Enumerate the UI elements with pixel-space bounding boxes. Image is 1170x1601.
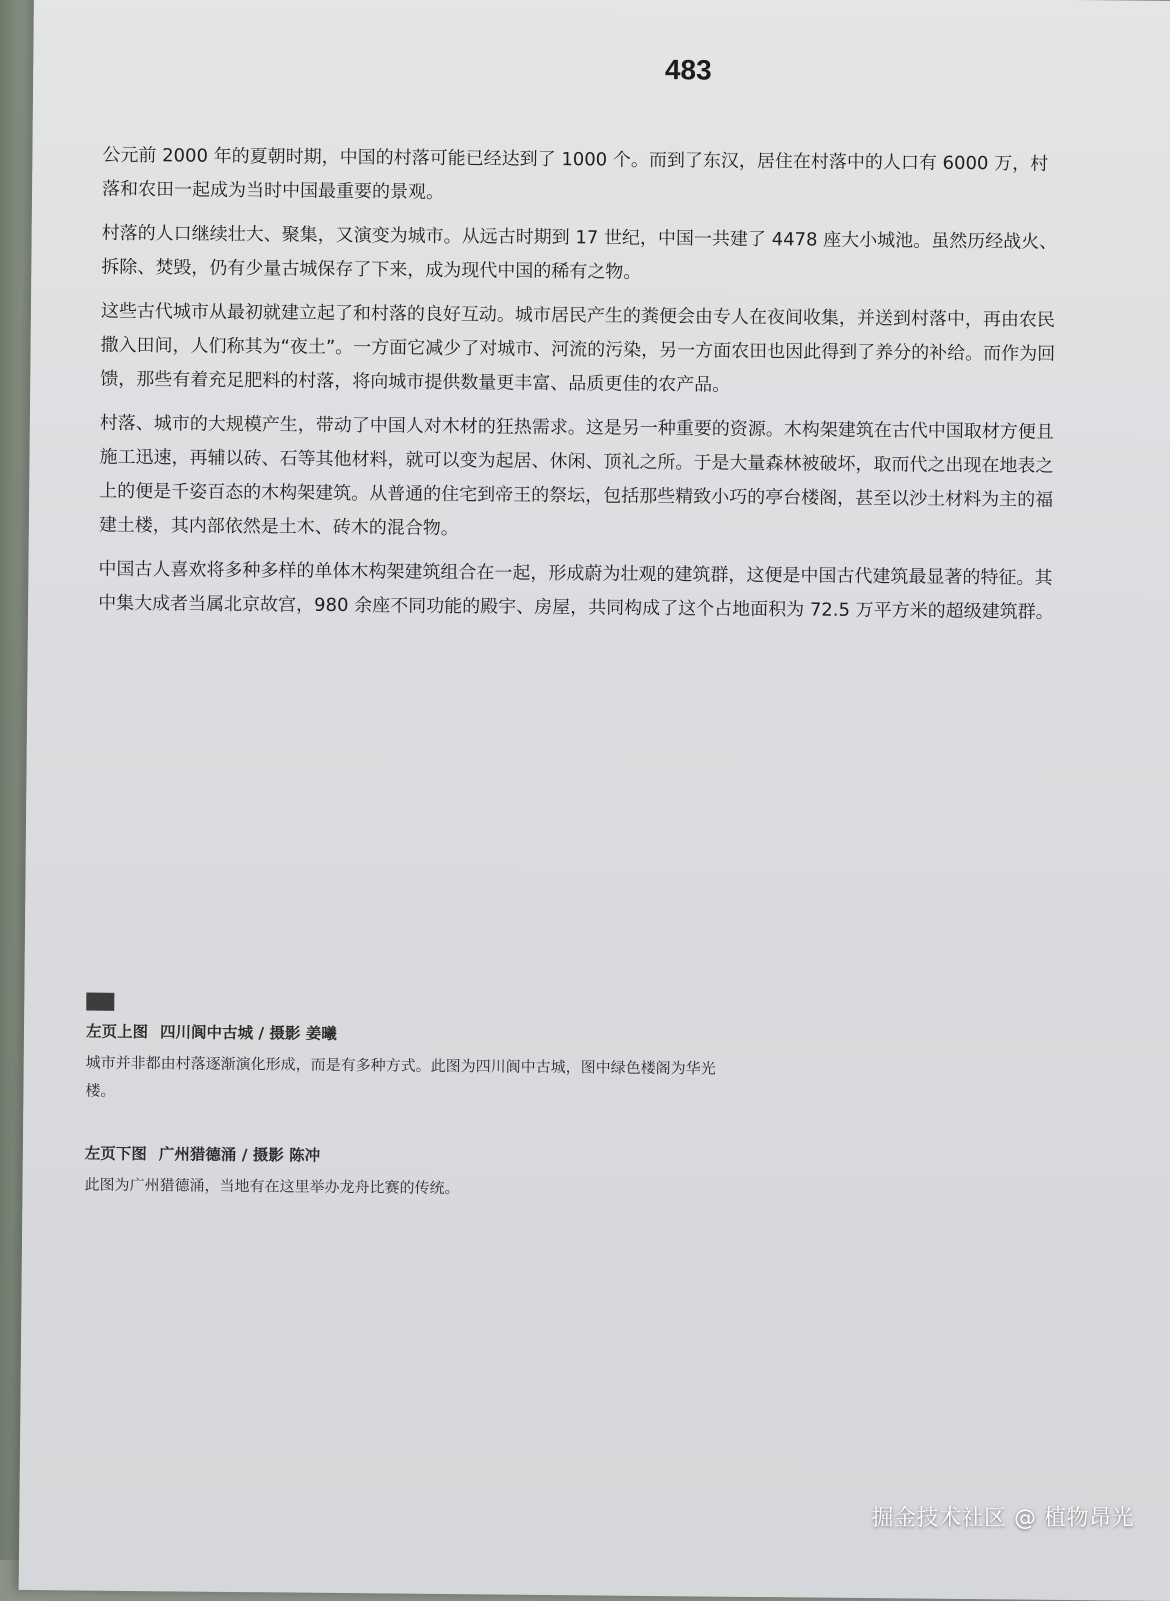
caption-label: 左页上图	[85, 1022, 149, 1042]
caption-top	[85, 1019, 726, 1111]
caption-text: 城市并非都由村落逐渐演化形成，而是有多种方式。此图为四川阆中古城，图中绿色楼阁为华光楼。	[85, 1053, 716, 1100]
caption-heading: 广州猎德涌 / 摄影 陈冲	[158, 1145, 321, 1165]
watermark: 掘金技术社区 @ 植物昂光	[871, 1506, 1134, 1531]
caption-label: 左页下图	[84, 1144, 147, 1164]
book-page	[19, 0, 1170, 1601]
body-text	[98, 139, 1063, 640]
paragraph: 中国古人喜欢将多种多样的单体木构架建筑组合在一起，形成蔚为壮观的建筑群，这便是中国古代建筑最显著的特征。其中集大成者当属北京故宫，980 余座不同功能的殿宇、房屋，共同构成了这个占地面积为 72.5 万平方米的超级建筑群。	[98, 558, 1054, 623]
paragraph: 村落的人口继续壮大、聚集，又演变为城市。从远古时期到 17 世纪，中国一共建了 4478 座大小城池。虽然历经战火、拆除、焚毁，仍有少量古城保存了下来，成为现代中国的稀有之物。	[101, 222, 1058, 283]
caption-title	[85, 1141, 725, 1173]
paragraph: 这些古代城市从最初就建立起了和村落的良好互动。城市居民产生的粪便会由专人在夜间收集，并送到村落中，再由农民撒入田间，人们称其为“夜土”。一方面它减少了对城市、河流的污染，另一方面农田也因此得到了养分的补给。而作为回馈，那些有着充足肥料的村落，将向城市提供数量更丰富、品质更佳的农产品。	[100, 300, 1056, 396]
paragraph: 村落、城市的大规模产生，带动了中国人对木材的狂热需求。这是另一种重要的资源。木构架建筑在古代中国取材方便且施工迅速，再辅以砖、石等其他材料，就可以变为起居、休闲、顶礼之所。于是大量森林被破坏，取而代之出现在地表之上的便是千姿百态的木构架建筑。从普通的住宅到帝王的祭坛，包括那些精致小巧的亭台楼阁，甚至以沙土材料为主的福建土楼，其内部依然是土木、砖木的混合物。	[98, 412, 1054, 540]
caption-title	[86, 1019, 726, 1051]
caption-heading: 四川阆中古城 / 摄影 姜曦	[159, 1023, 337, 1043]
caption-marker	[86, 993, 114, 1011]
paragraph: 公元前 2000 年的夏朝时期，中国的村落可能已经达到了 1000 个。而到了东汉，居住在村落中的人口有 6000 万，村落和农田一起成为当时中国最重要的景观。	[101, 144, 1049, 203]
caption-bottom	[84, 1141, 725, 1205]
page-number: 483	[664, 54, 712, 86]
caption-text: 此图为广州猎德涌，当地有在这里举办龙舟比赛的传统。	[84, 1175, 460, 1198]
